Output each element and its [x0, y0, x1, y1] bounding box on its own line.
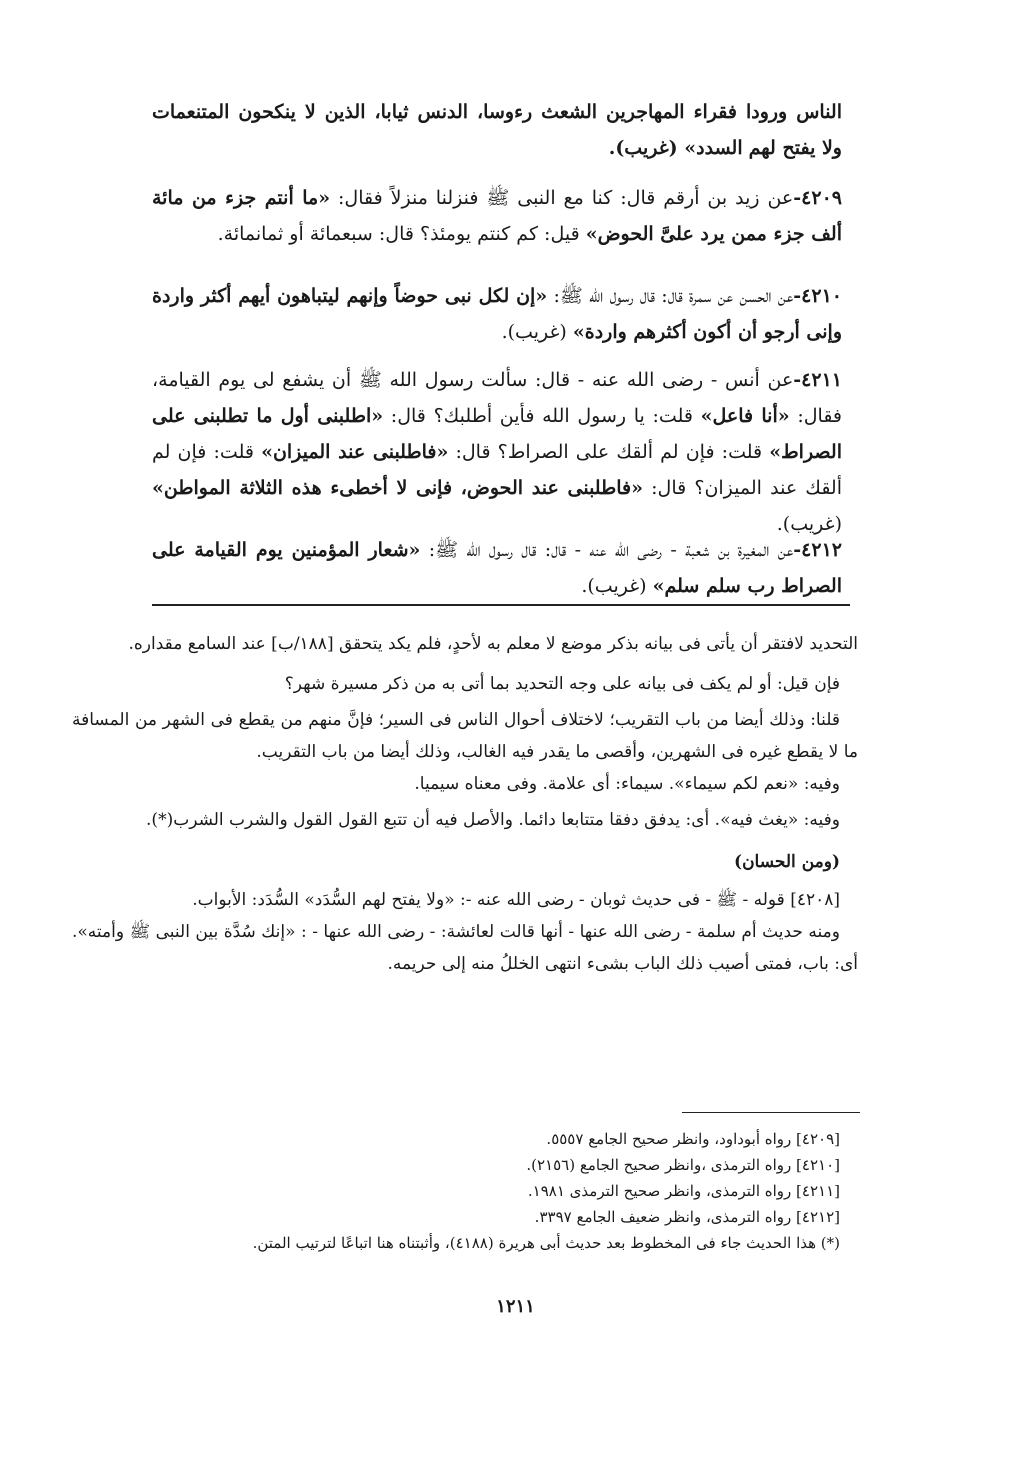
hadith-text: عن الحسن عن سمرة قال: قال رسول الله ﷺ: — [547, 285, 794, 307]
footnote: [٤٢١٠] رواه الترمذى ،وانظر صحيح الجامع (٢١٥٦). — [526, 1156, 840, 1174]
hadith-quote: «فاطلبنى عند الميزان» — [261, 441, 449, 463]
hadith-number: ٤٢١١- — [793, 369, 842, 391]
hadith-text: (غريب). — [581, 575, 653, 597]
hadith-quote: «إن لكل نبى حوضاً وإنهم ليتباهون أيهم أكثر واردة وإنى أرجو أن أكون أكثرهم واردة» — [152, 285, 842, 343]
commentary-paragraph: قلنا: وذلك أيضا من باب التقريب؛ لاختلاف أحوال الناس فى السير؛ فإنَّ منهم من يقطع فى الشهر من المسافة ما لا يقطع غيره فى الشهرين، وأقصى ما يقدر فيه الغالب، وذلك أيضا من باب التقريب. — [72, 710, 858, 762]
footnote: (*) هذا الحديث جاء فى المخطوط بعد حديث أبى هريرة (٤١٨٨)، وأثبتناه هنا اتباعًا لترتيب المتن. — [252, 1234, 840, 1252]
commentary-paragraph: وفيه: «نعم لكم سيماء». سيماء: أى علامة. وفى معناه سيميا. — [414, 774, 840, 794]
footnote: [٤٢١٢] رواه الترمذى، وانظر ضعيف الجامع ٣٣٩٧. — [534, 1208, 840, 1226]
hadith-quote: «فاطلبنى عند الحوض، فإنى لا أخطىء هذه الثلاثة المواطن» — [152, 477, 643, 499]
commentary-paragraph: [٤٢٠٨] قوله - ﷺ - فى حديث ثوبان - رضى الله عنه -: «ولا يفتح لهم السُّدَد» السُّدَد: الأبواب. — [192, 890, 840, 910]
hadith-quote: «أنا فاعل» — [700, 405, 790, 427]
hadith-number: ٤٢١٠- — [793, 285, 842, 307]
hadith-number: ٤٢١٢- — [793, 539, 842, 561]
hadith-4211 — [152, 362, 842, 542]
page-number: ١٢١١ — [496, 1296, 535, 1317]
hadith-4209 — [152, 180, 842, 252]
hadith-text: عن أنس - رضى الله عنه - قال: سألت رسول الله ﷺ أن يشفع لى يوم القيامة، فقال: — [152, 369, 843, 427]
hadith-intro-line1: الناس ورودا فقراء المهاجرين الشعث رءوسا، الدنس ثيابا، الذين لا ينكحون المتنعمات ولا يفتح لهم — [152, 101, 842, 159]
hadith-text: عن المغيرة بن شعبة - رضى الله عنه - قال: قال رسول الله ﷺ: — [420, 539, 794, 561]
footnotes — [200, 1126, 840, 1256]
commentary-paragraph: ومنه حديث أم سلمة - رضى الله عنها - أنها قالت لعائشة: - رضى الله عنها - : «إنك سُدَّة بين النبى ﷺ وأمته». أى: باب، فمتى أصيب ذلك الباب بشىء انتهى الخللُ منه إلى حريمه. — [72, 922, 858, 974]
footnote-divider — [682, 1112, 860, 1113]
footnote: [٤٢١١] رواه الترمذى، وانظر صحيح الترمذى ١٩٨١. — [527, 1182, 840, 1200]
hadith-text: قيل: كم كنتم يومئذ؟ قال: سبعمائة أو ثمانمائة. — [217, 223, 586, 245]
hadith-text: قلت: يا رسول الله فأين أطلبك؟ قال: — [383, 405, 701, 427]
hadith-quote: «اطلبنى أول ما تطلبنى على الصراط» — [152, 405, 842, 463]
hadith-4212 — [152, 532, 842, 604]
hadith-4210 — [152, 278, 842, 350]
section-heading: (ومن الحسان) — [734, 852, 840, 872]
hadith-text: (غريب). — [501, 321, 573, 343]
commentary-paragraph: فإن قيل: أو لم يكف فى بيانه على وجه التحديد بما أتى به من ذكر مسيرة شهر؟ — [284, 674, 840, 694]
hadith-text: (غريب). — [776, 513, 842, 535]
hadith-quote: «ما أنتم جزء من مائة ألف جزء ممن يرد علىَّ الحوض» — [152, 187, 842, 245]
section-divider — [152, 604, 850, 606]
commentary-paragraph: وفيه: «يغث فيه». أى: يدفق دفقا متتابعا دائما. والأصل فيه أن تتبع القول القول والشرب الشرب(*). — [146, 810, 840, 830]
hadith-intro — [152, 94, 842, 166]
commentary-section — [72, 628, 858, 980]
footnote: [٤٢٠٩] رواه أبوداود، وانظر صحيح الجامع ٥٥٥٧. — [546, 1130, 840, 1148]
hadith-number: ٤٢٠٩- — [793, 187, 842, 209]
hadith-intro-line2: السدد» (غريب). — [608, 137, 743, 159]
hadith-text: قلت: فإن لم ألقك على الصراط؟ قال: — [448, 441, 770, 463]
commentary-paragraph: التحديد لافتقر أن يأتى فى بيانه بذكر موضع لا معلم به لأحدٍ، فلم يكد يتحقق [١٨٨/ب] عند السامع مقداره. — [128, 634, 858, 654]
hadith-quote: «شعار المؤمنين يوم القيامة على الصراط رب سلم سلم» — [152, 539, 842, 597]
hadith-text: قلت: فإن لم ألقك عند الميزان؟ قال: — [152, 441, 842, 499]
hadith-text: عن زيد بن أرقم قال: كنا مع النبى ﷺ فنزلنا منزلاً فقال: — [330, 187, 794, 209]
